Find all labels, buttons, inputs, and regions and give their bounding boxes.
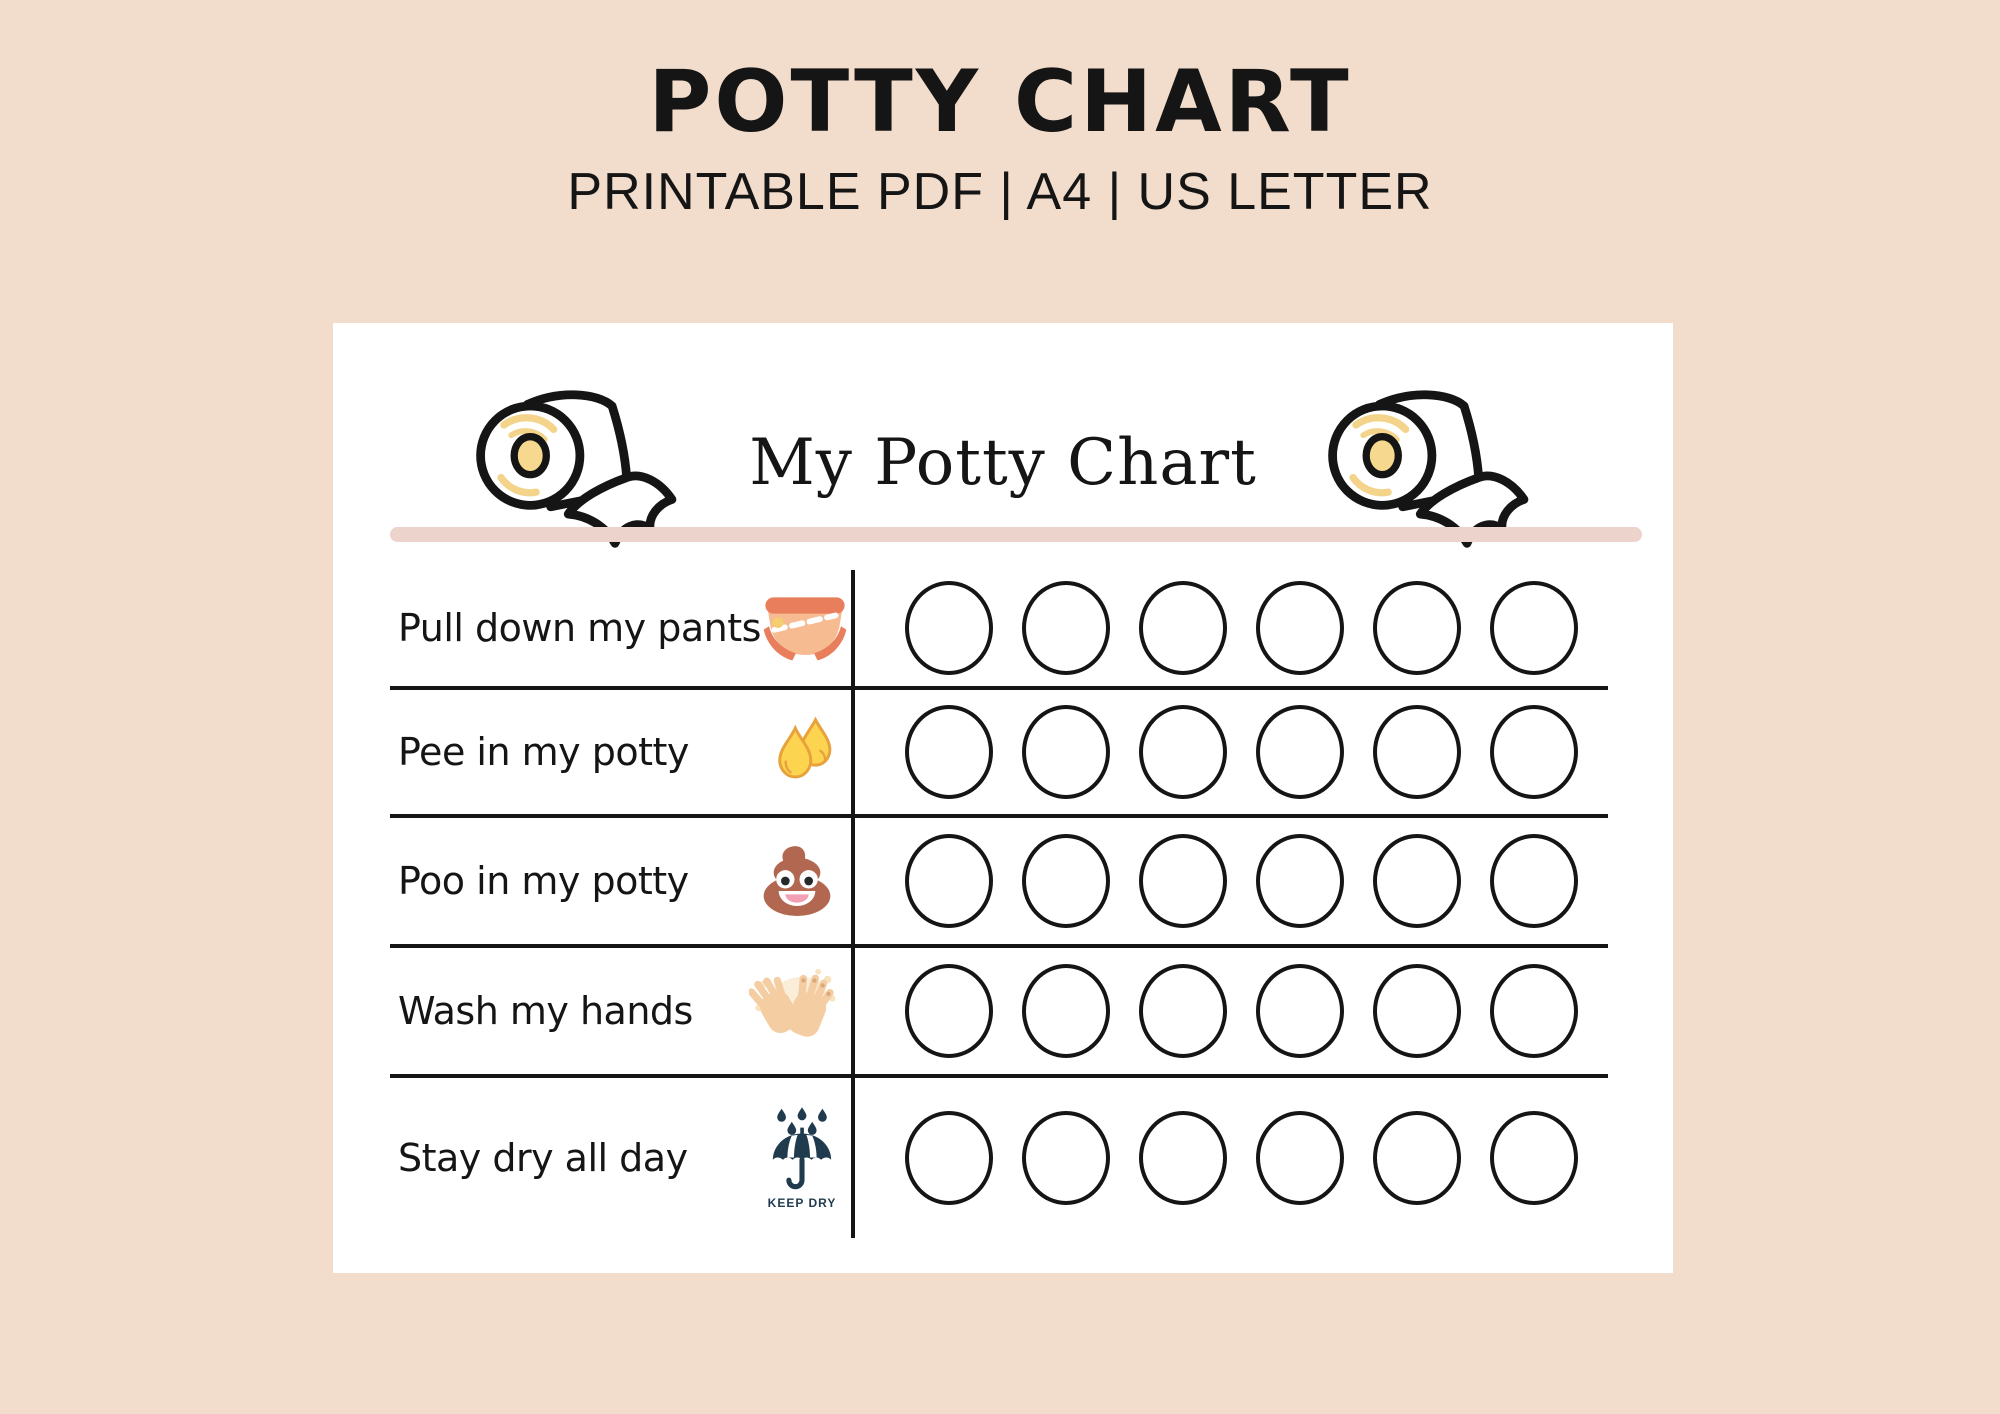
tally-circle[interactable] [1256, 834, 1344, 928]
potty-chart-card [333, 323, 1673, 1273]
chart-row-wash-hands [390, 948, 1608, 1078]
poop-icon [757, 842, 837, 920]
tally-circle[interactable] [905, 964, 993, 1058]
tally-circle[interactable] [1139, 581, 1227, 675]
tally-circle[interactable] [1256, 1111, 1344, 1205]
tally-circle[interactable] [905, 834, 993, 928]
washing-hands-icon [749, 967, 837, 1055]
tally-circle[interactable] [1490, 705, 1578, 799]
tally-circle[interactable] [1022, 1111, 1110, 1205]
tally-circle[interactable] [1490, 1111, 1578, 1205]
pee-droplets-icon [775, 714, 837, 790]
tally-circle[interactable] [1490, 964, 1578, 1058]
tally-circle[interactable] [1022, 581, 1110, 675]
tally-circle[interactable] [1256, 705, 1344, 799]
tally-circle[interactable] [1256, 581, 1344, 675]
tally-circles [855, 690, 1608, 814]
label-cell [390, 948, 855, 1074]
chart-row-pee-in-potty [390, 690, 1608, 818]
tally-circle[interactable] [1490, 834, 1578, 928]
tally-circle[interactable] [905, 705, 993, 799]
tally-circle[interactable] [1022, 705, 1110, 799]
keep-dry-umbrella-icon [767, 1107, 837, 1210]
tally-circle[interactable] [1139, 834, 1227, 928]
row-label: Wash my hands [398, 989, 693, 1033]
card-title: My Potty Chart [749, 426, 1257, 500]
tally-circle[interactable] [1373, 964, 1461, 1058]
label-cell [390, 690, 855, 814]
tally-circle[interactable] [1139, 964, 1227, 1058]
underwear-icon [761, 592, 849, 664]
tally-circle[interactable] [1256, 964, 1344, 1058]
tally-circle[interactable] [1373, 834, 1461, 928]
row-label: Pull down my pants [398, 606, 761, 650]
label-cell [390, 1078, 855, 1238]
label-cell [390, 818, 855, 944]
keep-dry-caption: KEEP DRY [767, 1195, 837, 1210]
tally-circle[interactable] [1373, 705, 1461, 799]
page-title: POTTY CHART [648, 52, 1352, 152]
label-cell [390, 570, 855, 686]
tally-circle[interactable] [905, 1111, 993, 1205]
tally-circles [855, 1078, 1608, 1238]
row-label: Stay dry all day [398, 1136, 688, 1180]
row-label: Poo in my potty [398, 859, 689, 903]
tally-circle[interactable] [1022, 964, 1110, 1058]
tally-circle[interactable] [1139, 1111, 1227, 1205]
tally-circle[interactable] [1490, 581, 1578, 675]
tally-circle[interactable] [1022, 834, 1110, 928]
row-label: Pee in my potty [398, 730, 689, 774]
tally-circles [855, 818, 1608, 944]
tally-circles [855, 948, 1608, 1074]
tally-circle[interactable] [1139, 705, 1227, 799]
page-subtitle: PRINTABLE PDF | A4 | US LETTER [567, 163, 1433, 221]
tally-circles [855, 570, 1608, 686]
tally-circle[interactable] [1373, 1111, 1461, 1205]
tally-circle[interactable] [1373, 581, 1461, 675]
chart-row-pull-down-pants [390, 570, 1608, 690]
chart-row-poo-in-potty [390, 818, 1608, 948]
chart-row-stay-dry [390, 1078, 1608, 1238]
chart-table [390, 570, 1608, 1238]
tally-circle[interactable] [905, 581, 993, 675]
divider-bar [390, 527, 1642, 542]
